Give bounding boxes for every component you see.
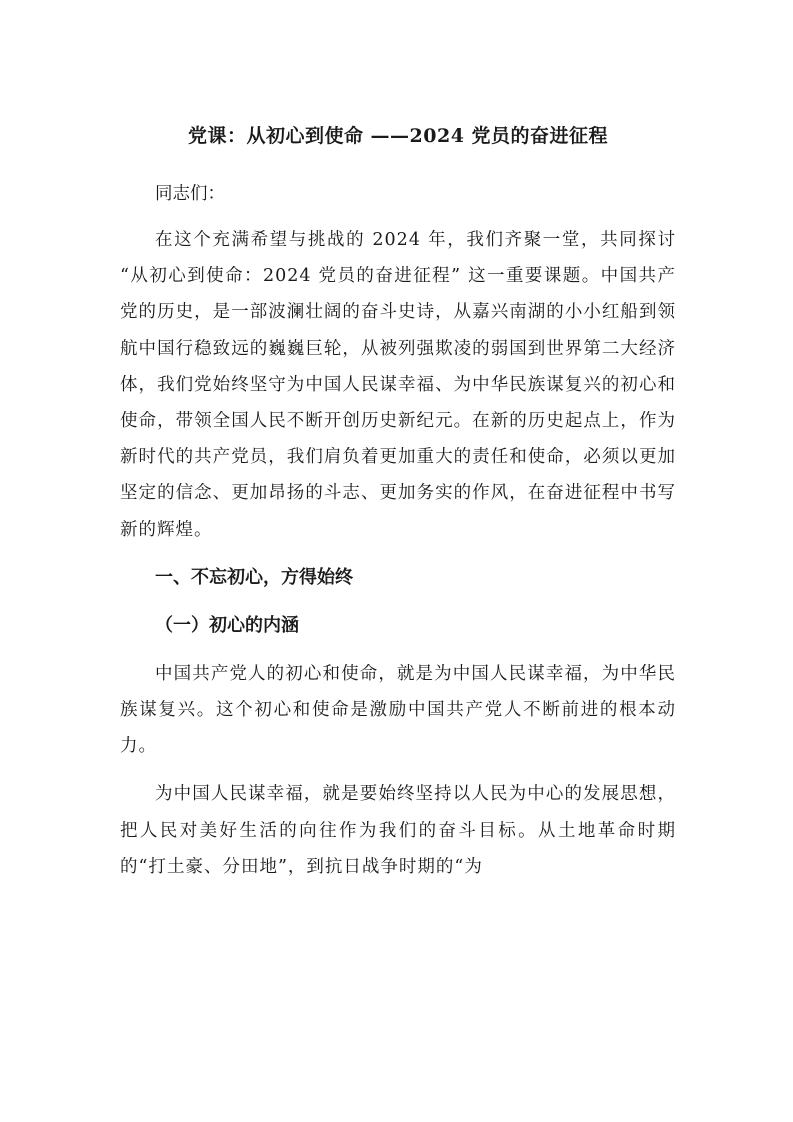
section-heading: 一、不忘初心，方得始终 bbox=[155, 566, 353, 588]
subsection-heading: （一）初心的内涵 bbox=[155, 614, 299, 636]
document-title: 党课：从初心到使命 ——2024 党员的奋进征程 bbox=[187, 125, 609, 147]
document-page bbox=[120, 118, 676, 897]
paragraph: 为中国人民谋幸福，就是要始终坚持以人民为中心的发展思想，把人民对美好生活的向往作为我们的奋斗目标。从土地革命时期的“打土豪、分田地”，到抗日战争时期的“为 bbox=[120, 784, 676, 877]
paragraph: 中国共产党人的初心和使命，就是为中国人民谋幸福，为中华民族谋复兴。这个初心和使命是激励中国共产党人不断前进的根本动力。 bbox=[120, 663, 676, 757]
greeting: 同志们： bbox=[155, 184, 225, 204]
intro-paragraph: 在这个充满希望与挑战的 2024 年，我们齐聚一堂，共同探讨 “从初心到使命：2024 党员的奋进征程” 这一重要课题。中国共产党的历史，是一部波澜壮阔的奋斗史诗，从嘉兴南湖的小小红船到领航中国行稳致远的巍巍巨轮，从被列强欺凌的弱国到世界第二大经济体，我们党始终坚守为中国人民谋幸福、为中华民族谋复兴的初心和使命，带领全国人民不断开创历史新纪元。在新的历史起点上，作为新时代的共产党员，我们肩负着更加重大的责任和使命，必须以更加坚定的信念、更加昂扬的斗志、更加务实的作风，在奋进征程中书写新的辉煌。 bbox=[120, 230, 676, 540]
